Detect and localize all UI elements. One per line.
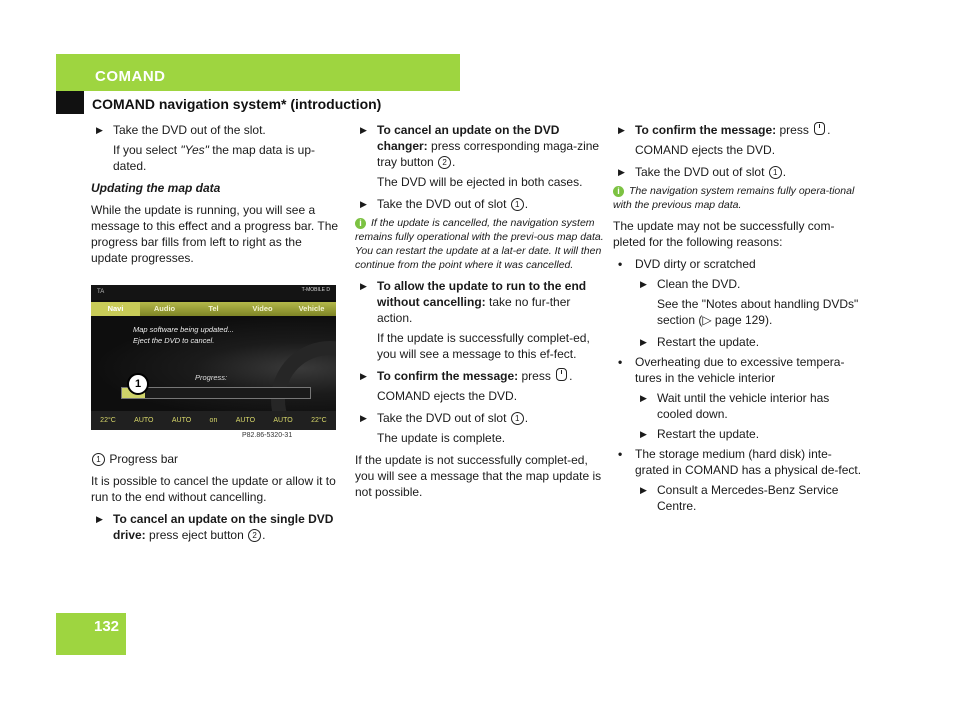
paragraph: While the update is running, you will see a message to this effect and a progress bar. The progress bar fills from left to right as the update progresses. [91, 203, 339, 265]
screen-main [91, 316, 336, 411]
screen-tab-navi: Navi [91, 302, 140, 316]
callout-1: 1 [127, 373, 149, 395]
step-take-dvd: ▶ Take the DVD out of slot 1 . [355, 196, 605, 212]
screen-temp-right: 22°C [311, 417, 327, 424]
screen-ta-label: TA [97, 289, 105, 295]
step-take-dvd-2: ▶ Take the DVD out of slot 1 . [355, 410, 605, 426]
screen-climate-bar [91, 411, 336, 430]
screen-message: Map software being updated... Eject the DVD to cancel. [133, 325, 234, 345]
section-heading: Updating the map data [91, 181, 221, 195]
list-item: • Overheating due to excessive tempera-tures in the vehicle interior [613, 354, 863, 386]
screen-auto-1: AUTO [134, 417, 154, 424]
screen-on: on [209, 417, 218, 424]
page-ref-arrow-icon: ▷ [702, 313, 712, 327]
info-icon: i [613, 186, 624, 197]
screen-temp-left: 22°C [100, 417, 116, 424]
column-1 [91, 122, 341, 272]
info-note: i The navigation system remains fully opera-tional with the previous map data. [613, 185, 855, 211]
page-title: COMAND navigation system* (introduction) [92, 96, 382, 112]
step-note: The DVD will be ejected in both cases. [377, 175, 583, 189]
screen-tab-video: Video [252, 304, 273, 313]
info-icon: i [355, 218, 366, 229]
step-note: See the "Notes about handling DVDs" section (▷ page 129). [657, 297, 859, 327]
screen-auto-3: AUTO [235, 417, 256, 424]
step-restart: ▶ Restart the update. [635, 334, 863, 350]
step-take-dvd: ▶ Take the DVD out of the slot. [91, 122, 341, 138]
section-title: COMAND [95, 68, 166, 85]
list-item: • The storage medium (hard disk) inte-grated in COMAND has a physical de-fect. [613, 446, 863, 478]
step-clean: ▶ Clean the DVD. [635, 276, 863, 292]
step-note: The update is complete. [377, 431, 506, 445]
screen-tab-vehicle: Vehicle [298, 304, 325, 313]
column-1-lower [91, 451, 341, 547]
screen-tab-audio: Audio [153, 304, 176, 313]
screen-auto-2: AUTO [171, 417, 192, 424]
image-caption: 1 Progress bar [91, 451, 341, 467]
comand-screen-image [91, 285, 336, 430]
step-note: If you select "Yes" the map data is up-dated. [113, 143, 315, 173]
column-2 [355, 122, 605, 506]
step-note: COMAND ejects the DVD. [377, 389, 518, 403]
image-code: P82.86-5320-31 [242, 432, 293, 439]
screen-tab-bar [91, 302, 336, 316]
sub-list [613, 390, 863, 442]
sub-list [613, 482, 863, 514]
list-item: • DVD dirty or scratched [613, 256, 863, 272]
step-consult: ▶ Consult a Mercedes-Benz Service Centre. [635, 482, 863, 514]
column-3 [613, 122, 863, 518]
step-allow-update: ▶ To allow the update to run to the end without cancelling: take no fur-ther action. [355, 278, 605, 326]
step-cancel-single: ▶ To cancel an update on the single DVD drive: press eject button 2 . [91, 511, 341, 543]
controller-knob-icon [556, 368, 567, 381]
screen-auto-4: AUTO [273, 417, 293, 424]
screen-progress-label: Progress: [195, 373, 228, 382]
paragraph: If the update is not successfully complet-ed, you will see a message that the map update is not possible. [355, 453, 602, 499]
page-number: 132 [94, 618, 120, 635]
paragraph-cancel: It is possible to cancel the update or allow it to run to the end without cancelling. [91, 474, 336, 504]
info-note: i If the update is cancelled, the navigation system remains fully operational with the previ-ous map data. You can restart the update at a lat-er date. It will then continue from the point where it was cancelled. [355, 217, 604, 271]
paragraph: The update may not be successfully com-pleted for the following reasons: [613, 219, 835, 249]
step-wait: ▶ Wait until the vehicle interior has cooled down. [635, 390, 863, 422]
step-note: If the update is successfully complet-ed, you will see a message to this ef-fect. [377, 331, 590, 361]
sub-list [613, 276, 863, 350]
step-confirm: ▶ To confirm the message: press . [355, 368, 605, 384]
step-note: COMAND ejects the DVD. [635, 143, 776, 157]
step-cancel-changer: ▶ To cancel an update on the DVD changer: press corresponding maga-zine tray button 2 . [355, 122, 605, 170]
step-take-dvd: ▶ Take the DVD out of slot 1 . [613, 164, 863, 180]
screen-network-label: T-MOBILE D [301, 287, 330, 293]
screen-tab-tel: Tel [208, 304, 219, 313]
screen-progress-bar [121, 387, 311, 399]
screen-status-bar [91, 285, 336, 300]
header-marker [56, 91, 84, 114]
step-restart: ▶ Restart the update. [635, 426, 863, 442]
step-confirm: ▶ To confirm the message: press . [613, 122, 863, 138]
controller-knob-icon [814, 122, 825, 135]
